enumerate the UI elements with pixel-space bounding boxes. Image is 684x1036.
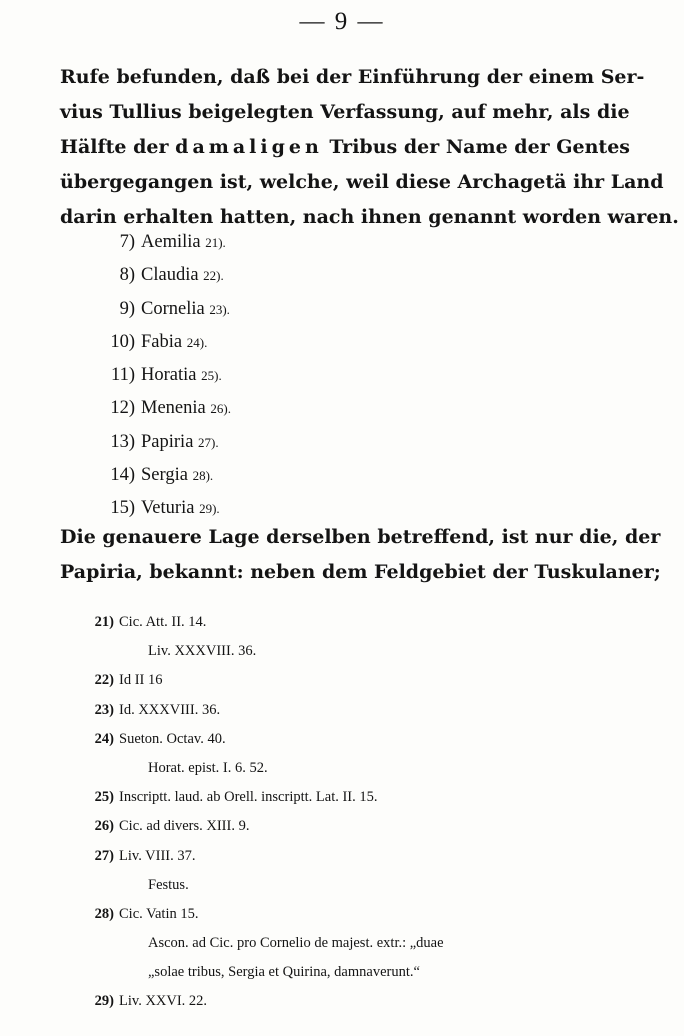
footnote-ref: 21). bbox=[205, 235, 226, 250]
footnotes bbox=[70, 608, 640, 1017]
tribus-number: 8) bbox=[119, 265, 135, 286]
tribus-name: Papiria bbox=[141, 431, 194, 452]
footnote bbox=[70, 812, 640, 841]
footnote-text: „solae tribus, Sergia et Quirina, damnaverunt.“ bbox=[148, 964, 420, 981]
footnote-text: Ascon. ad Cic. pro Cornelio de majest. extr.: „duae bbox=[148, 935, 444, 952]
footnote-ref: 24). bbox=[186, 334, 208, 350]
footnote bbox=[70, 666, 640, 695]
footnote-number: 28) bbox=[94, 905, 114, 922]
footnote-ref: 28). bbox=[192, 468, 214, 484]
footnote bbox=[70, 987, 640, 1016]
footnote-ref: 23). bbox=[209, 301, 230, 317]
footnote-text: Id. XXXVIII. 36. bbox=[119, 701, 221, 718]
footnote-continuation bbox=[70, 637, 640, 666]
footnote bbox=[70, 900, 640, 929]
tribus-name: Veturia bbox=[141, 498, 195, 519]
footnote bbox=[70, 696, 640, 725]
footnote-continuation bbox=[70, 754, 640, 783]
tribus-number: 12) bbox=[110, 398, 135, 419]
tribus-name: Sergia bbox=[141, 465, 188, 486]
footnote-number: 22) bbox=[94, 672, 114, 689]
text-segment: Tribus der Name der Gentes bbox=[329, 136, 630, 158]
tribus-list bbox=[95, 226, 231, 526]
tribus-number: 11) bbox=[111, 365, 135, 386]
footnote-text: Liv. XXVI. 22. bbox=[119, 993, 208, 1010]
tribus-number: 7) bbox=[119, 232, 135, 252]
footnote-number: 24) bbox=[94, 730, 114, 747]
tribus-item bbox=[95, 426, 231, 459]
text-line: übergegangen ist, welche, weil diese Archagetä ihr Land bbox=[60, 171, 664, 193]
text-segment: Hälfte der bbox=[60, 136, 169, 158]
footnote-text: Cic. Att. II. 14. bbox=[119, 614, 207, 630]
footnote-text: Liv. XXXVIII. 36. bbox=[148, 643, 257, 660]
tribus-number: 13) bbox=[110, 431, 135, 452]
tribus-name: Horatia bbox=[141, 365, 197, 386]
tribus-item bbox=[95, 293, 231, 326]
footnote-ref: 22). bbox=[203, 268, 224, 284]
footnote-ref: 29). bbox=[199, 501, 220, 517]
tribus-name: Claudia bbox=[141, 265, 199, 286]
tribus-name: Menenia bbox=[141, 398, 206, 419]
footnote-text: Cic. ad divers. XIII. 9. bbox=[119, 818, 250, 835]
footnote-text: Festus. bbox=[148, 876, 189, 893]
footnote-number: 27) bbox=[94, 847, 114, 864]
text-line: vius Tullius beigelegten Verfassung, auf mehr, als die bbox=[60, 101, 630, 123]
footnote-text: Id II 16 bbox=[119, 672, 163, 689]
tribus-name: Cornelia bbox=[141, 298, 205, 319]
footnote bbox=[70, 842, 640, 871]
tribus-item bbox=[95, 259, 231, 292]
tribus-name: Fabia bbox=[141, 331, 183, 352]
body-paragraph-1 bbox=[60, 60, 679, 235]
tribus-name: Aemilia bbox=[141, 232, 201, 252]
footnote-continuation bbox=[70, 871, 640, 900]
text-line: Rufe befunden, daß bei der Einführung der einem Ser- bbox=[60, 66, 645, 88]
footnote bbox=[70, 608, 640, 637]
footnote-text: Cic. Vatin 15. bbox=[119, 905, 199, 922]
footnote-number: 21) bbox=[94, 614, 114, 630]
footnote-number: 23) bbox=[94, 701, 114, 718]
text-line: Die genauere Lage derselben betreffend, ist nur die, der bbox=[60, 526, 661, 548]
tribus-number: 10) bbox=[110, 331, 135, 352]
emphasized-word: damaligen bbox=[175, 136, 323, 158]
footnote-text: Horat. epist. I. 6. 52. bbox=[148, 759, 268, 776]
footnote-ref: 26). bbox=[210, 401, 231, 417]
footnote-number: 25) bbox=[94, 789, 114, 806]
text-line bbox=[60, 130, 630, 165]
footnote-ref: 27). bbox=[198, 434, 219, 450]
tribus-number: 15) bbox=[110, 498, 135, 519]
text-line: Papiria, bekannt: neben dem Feldgebiet der Tuskulaner; bbox=[60, 561, 661, 583]
body-paragraph-2 bbox=[60, 520, 661, 590]
footnote-continuation bbox=[70, 929, 640, 958]
footnote bbox=[70, 725, 640, 754]
page-number: — 9 — bbox=[299, 8, 385, 35]
tribus-number: 9) bbox=[119, 298, 135, 319]
footnote-text: Sueton. Octav. 40. bbox=[119, 730, 226, 747]
footnote-text: Inscriptt. laud. ab Orell. inscriptt. Lat. II. 15. bbox=[119, 789, 378, 806]
footnote-text: Liv. VIII. 37. bbox=[119, 847, 196, 864]
tribus-item bbox=[95, 359, 231, 392]
footnote-continuation bbox=[70, 958, 640, 987]
tribus-item bbox=[95, 392, 231, 425]
tribus-item bbox=[95, 459, 231, 492]
tribus-item bbox=[95, 326, 231, 359]
tribus-number: 14) bbox=[110, 465, 135, 486]
text-line: darin erhalten hatten, nach ihnen genannt worden waren. bbox=[60, 206, 679, 228]
footnote-ref: 25). bbox=[201, 368, 222, 384]
footnote bbox=[70, 783, 640, 812]
tribus-item bbox=[95, 226, 231, 259]
footnote-number: 29) bbox=[94, 993, 114, 1010]
footnote-number: 26) bbox=[94, 818, 114, 835]
